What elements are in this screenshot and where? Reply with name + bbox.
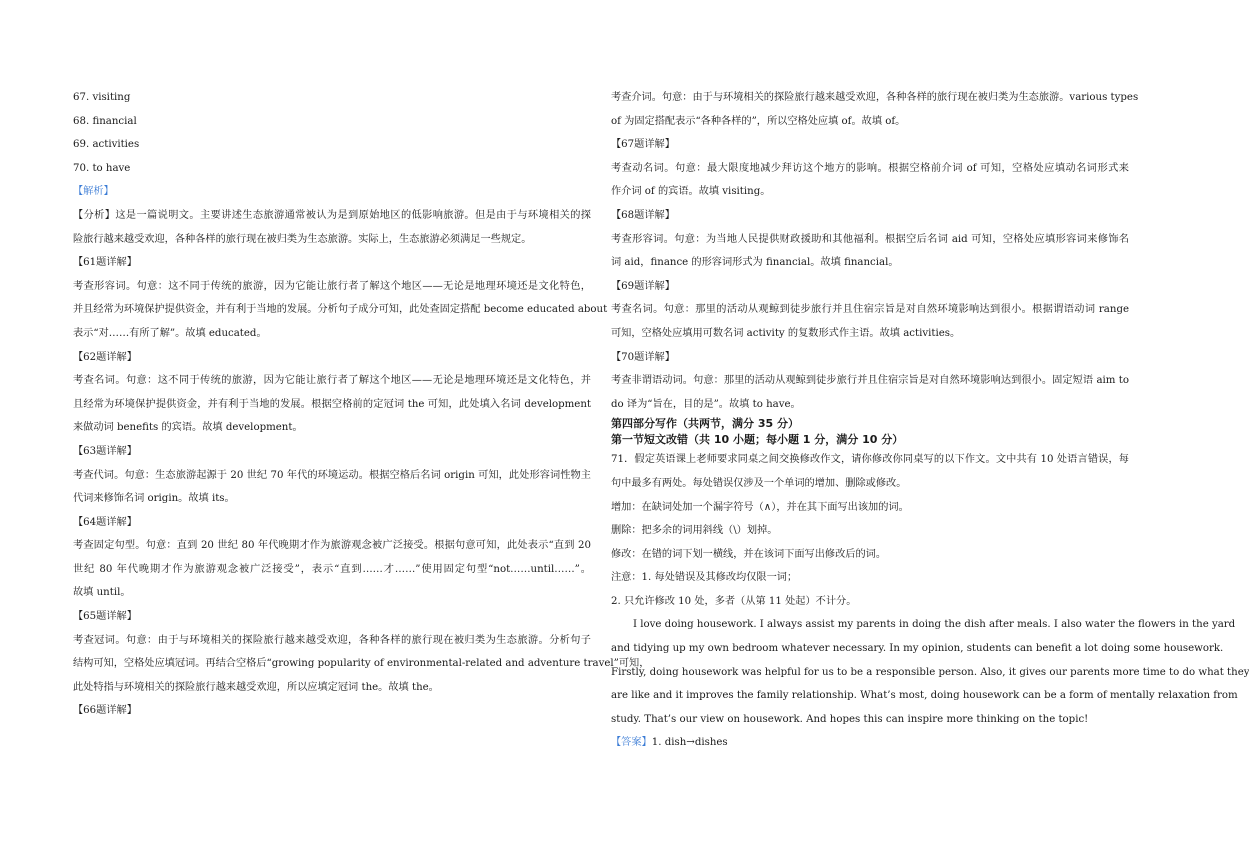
left-line: 【66题详解】 <box>73 705 137 717</box>
left-line: 考查固定句型。句意：直到 20 世纪 80 年代晚期才作为旅游观念被广泛接受。根据句意可知，此处表示“直到 20 <box>73 540 591 552</box>
left-line: 代词来修饰名词 origin。故填 its。 <box>73 493 235 505</box>
right-line: 考查非谓语动词。句意：那里的活动从观鲸到徒步旅行并且住宿宗旨是对自然环境影响达到很小。固定短语 aim to <box>611 375 1129 387</box>
left-line: 【61题详解】 <box>73 257 137 269</box>
right-line: study. That’s our view on housework. And hopes this can inspire more thinking on the topic! <box>611 713 1089 725</box>
left-line: 考查形容词。句意：这不同于传统的旅游，因为它能让旅行者了解这个地区——无论是地理环境还是文化特色， <box>73 280 591 292</box>
right-line: 词 aid，finance 的形容词形式为 financial。故填 financial。 <box>611 257 899 269</box>
right-line: 【70题详解】 <box>611 351 675 363</box>
left-line: 故填 until。 <box>73 587 131 599</box>
right-line: 考查动名词。句意：最大限度地减少拜访这个地方的影响。根据空格前介词 of 可知，空格处应填动名词形式来 <box>611 162 1129 174</box>
left-line: 来做动词 benefits 的宾语。故填 development。 <box>73 422 303 434</box>
right-line: and tidying up my own bedroom whatever necessary. In my opinion, students can benefit a lot doing some housework. <box>611 643 1224 655</box>
left-line: 【65题详解】 <box>73 611 137 623</box>
left-line: 67. visiting <box>73 92 131 103</box>
left-line: 险旅行越来越受欢迎，各种各样的旅行现在被归类为生态旅游。实际上，生态旅游必须满足一些规定。 <box>73 233 532 245</box>
right-line: 第四部分写作（共两节，满分 35 分） <box>611 417 799 431</box>
left-line: 70. to have <box>73 162 131 174</box>
right-line: 【68题详解】 <box>611 209 675 221</box>
right-line: 句中最多有两处。每处错误仅涉及一个单词的增加、删除或修改。 <box>611 477 907 489</box>
left-line: 【63题详解】 <box>73 445 137 457</box>
right-line: Firstly, doing housework was helpful for us to be a responsible person. Also, it gives our parents more time to do what they <box>611 666 1249 678</box>
right-line: 删除：把多余的词用斜线（\）划掉。 <box>611 525 778 537</box>
right-line: 第一节短文改错（共 10 小题；每小题 1 分，满分 10 分） <box>611 433 904 447</box>
right-line: do 译为“旨在，目的是”。故填 to have。 <box>611 398 801 410</box>
right-line: 【69题详解】 <box>611 280 675 292</box>
left-line: 且经常为环境保护提供资金，并有利于当地的发展。根据空格前的定冠词 the 可知，此处填入名词 development <box>73 398 591 410</box>
left-line: 考查代词。句意：生态旅游起源于 20 世纪 70 年代的环境运动。根据空格后名词 origin 可知，此处形容词性物主 <box>73 469 591 481</box>
left-line: 68. financial <box>73 115 137 127</box>
right-line: I love doing housework. I always assist my parents in doing the dish after meals. I also water the flowers in the yard <box>633 619 1236 631</box>
right-column <box>611 86 1249 755</box>
right-line: are like and it improves the family relationship. What’s most, doing housework can be a form of mentally relaxation from <box>611 690 1238 702</box>
right-line: 考查名词。句意：那里的活动从观鲸到徒步旅行并且住宿宗旨是对自然环境影响达到很小。根据谓语动词 range <box>611 304 1129 316</box>
right-line: 【67题详解】 <box>611 139 675 151</box>
right-line: 修改：在错的词下划一横线，并在该词下面写出修改后的词。 <box>611 548 887 560</box>
right-line: 考查介词。句意：由于与环境相关的探险旅行越来越受欢迎，各种各样的旅行现在被归类为生态旅游。various types <box>611 92 1139 103</box>
answer-text: 1. dish→dishes <box>651 737 728 749</box>
left-line: 【分析】这是一篇说明文。主要讲述生态旅游通常被认为是到原始地区的低影响旅游。但是由于与环境相关的探 <box>73 209 591 221</box>
left-line: 69. activities <box>73 139 140 151</box>
left-line: 世纪 80 年代晚期才作为旅游观念被广泛接受”，表示“直到……才……”使用固定句型“not……until……”。 <box>73 563 591 575</box>
right-line: of 为固定搭配表示“各种各样的”，所以空格处应填 of。故填 of。 <box>611 115 906 127</box>
right-line: 可知，空格处应填用可数名词 activity 的复数形式作主语。故填 activities。 <box>611 327 961 339</box>
answer-label: 【答案】 <box>611 737 652 749</box>
left-line: 【解析】 <box>73 186 114 198</box>
right-line: 71．假定英语课上老师要求同桌之间交换修改作文，请你修改你同桌写的以下作文。文中共有 10 处语言错误，每 <box>611 454 1129 466</box>
right-line: 作介词 of 的宾语。故填 visiting。 <box>611 186 771 198</box>
right-line: 注意：1. 每处错误及其修改均仅限一词； <box>611 572 798 584</box>
left-line: 考查名词。句意：这不同于传统的旅游，因为它能让旅行者了解这个地区——无论是地理环境还是文化特色，并 <box>73 375 591 387</box>
right-line: 增加：在缺词处加一个漏字符号（∧），并在其下面写出该加的词。 <box>611 501 909 513</box>
left-line: 此处特指与环境相关的探险旅行越来越受欢迎，所以应填定冠词 the。故填 the。 <box>73 681 439 693</box>
right-line <box>611 731 1129 755</box>
right-line: 考查形容词。句意：为当地人民提供财政援助和其他福利。根据空后名词 aid 可知，空格处应填形容词来修饰名 <box>611 233 1129 245</box>
left-line: 【64题详解】 <box>73 516 137 528</box>
left-line: 考查冠词。句意：由于与环境相关的探险旅行越来越受欢迎，各种各样的旅行现在被归类为生态旅游。分析句子 <box>73 634 591 646</box>
left-line: 表示“对……有所了解”。故填 educated。 <box>73 327 267 339</box>
left-line: 【62题详解】 <box>73 351 137 363</box>
left-line: 并且经常为环境保护提供资金，并有利于当地的发展。分析句子成分可知，此处查固定搭配 become educated about <box>73 304 608 316</box>
left-line: 结构可知，空格处应填冠词。再结合空格后“growing popularity of environmental-related and adventure travel”可知， <box>73 658 650 670</box>
right-line: 2. 只允许修改 10 处，多者（从第 11 处起）不计分。 <box>611 595 857 607</box>
